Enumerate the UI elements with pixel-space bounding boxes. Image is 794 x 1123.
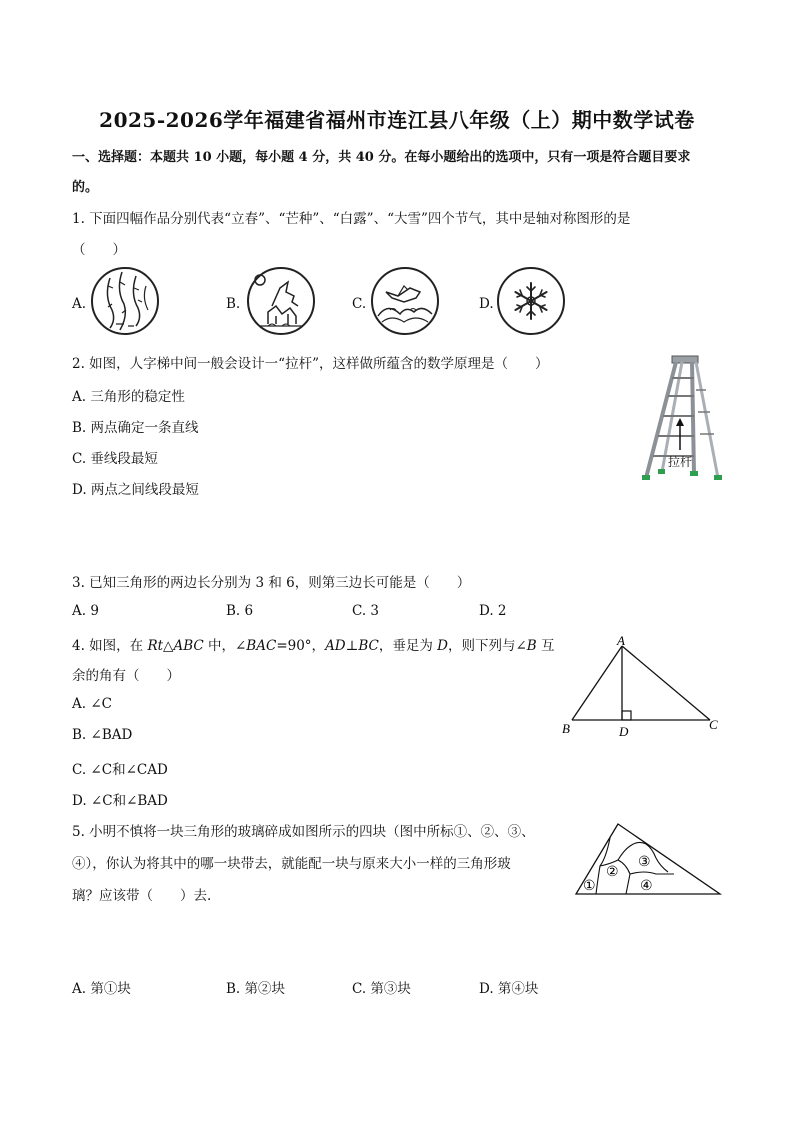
- q4-text-part: ，垂足为: [378, 638, 438, 654]
- q4-line1: [72, 634, 555, 654]
- q3-text: 3. 已知三角形的两边长分别为 3 和 6，则第三边长可能是（ ）: [72, 575, 471, 591]
- q2-option-a: A. 三角形的稳定性: [72, 389, 185, 405]
- q4-text-part: 中，: [203, 638, 235, 654]
- q4-text-part: =90°，: [276, 638, 326, 654]
- q2-text: 2. 如图，人字梯中间一般会设计一“拉杆”，这样做所蕴含的数学原理是（ ）: [72, 356, 549, 372]
- q1-option-d-label: D.: [479, 296, 494, 312]
- q4-text-part: 互: [536, 638, 555, 654]
- q3-option-c: C. 3: [352, 603, 380, 619]
- q4-triangle-figure: [556, 632, 726, 742]
- q1-option-b-image: [246, 266, 316, 336]
- q4-label-b: B: [562, 721, 570, 736]
- q5-glass-figure: [570, 818, 726, 900]
- q1-blank: （ ）: [72, 242, 126, 258]
- q5-line3: 璃？应该带（ ）去.: [72, 888, 212, 904]
- q2-figure-label: 拉杆: [667, 455, 693, 469]
- q4-label-c: C: [709, 717, 718, 732]
- q4-angle-bac: ∠BAC: [235, 638, 277, 654]
- q4-text-part: 4. 如图，在: [72, 638, 148, 654]
- q1-option-a-image: [90, 266, 160, 336]
- q4-option-b: B. ∠BAD: [72, 727, 133, 743]
- q5-option-d: D. 第④块: [479, 981, 539, 997]
- q4-text-part: ，则下列与∠: [447, 638, 527, 654]
- q2-option-b: B. 两点确定一条直线: [72, 420, 199, 436]
- section-header-line2: 的。: [72, 180, 99, 195]
- q2-option-c: C. 垂线段最短: [72, 451, 158, 467]
- q4-label-d: D: [619, 724, 629, 739]
- q5-line1: 5. 小明不慎将一块三角形的玻璃碎成如图所示的四块（图中所标①、②、③、: [72, 824, 535, 840]
- q4-angle-b: B: [526, 638, 537, 654]
- section-header-line1: 一、选择题：本题共 10 小题，每小题 4 分，共 40 分。在每小题给出的选项中，只有一项是符合题目要求: [72, 150, 691, 165]
- q5-option-b: B. 第②块: [226, 981, 286, 997]
- q1-text: 1. 下面四幅作品分别代表“立春”、“芒种”、“白露”、“大雪”四个节气，其中是轴对称图形的是: [72, 211, 631, 227]
- q5-piece-3: ③: [638, 855, 651, 870]
- q4-option-c: C. ∠C和∠CAD: [72, 762, 168, 778]
- q2-option-d: D. 两点之间线段最短: [72, 482, 199, 498]
- q5-option-a: A. 第①块: [72, 981, 131, 997]
- q5-piece-1: ①: [583, 879, 596, 894]
- page-title: 2025-2026学年福建省福州市连江县八年级（上）期中数学试卷: [99, 108, 695, 132]
- q4-foot-d: D: [437, 638, 448, 654]
- q4-perpendicular: AD⊥BC: [325, 638, 379, 654]
- q5-piece-4: ④: [640, 879, 653, 894]
- q4-label-a: A: [617, 633, 625, 648]
- q1-option-c-image: [370, 266, 440, 336]
- q3-option-b: B. 6: [226, 603, 254, 619]
- q5-option-c: C. 第③块: [352, 981, 411, 997]
- q3-option-d: D. 2: [479, 603, 507, 619]
- q4-triangle-name: Rt△ABC: [147, 638, 204, 654]
- q3-option-a: A. 9: [72, 603, 99, 619]
- q1-option-d-image: [496, 266, 566, 336]
- q5-piece-2: ②: [606, 865, 619, 880]
- q4-option-a: A. ∠C: [72, 696, 112, 712]
- q5-line2: ④），你认为将其中的哪一块带去，就能配一块与原来大小一样的三角形玻: [72, 856, 511, 872]
- q1-option-c-label: C.: [352, 296, 367, 312]
- q4-line2: 余的角有（ ）: [72, 668, 180, 684]
- q2-ladder-figure: [636, 354, 728, 486]
- q1-option-b-label: B.: [226, 296, 241, 312]
- q4-option-d: D. ∠C和∠BAD: [72, 793, 168, 809]
- q1-option-a-label: A.: [72, 296, 87, 312]
